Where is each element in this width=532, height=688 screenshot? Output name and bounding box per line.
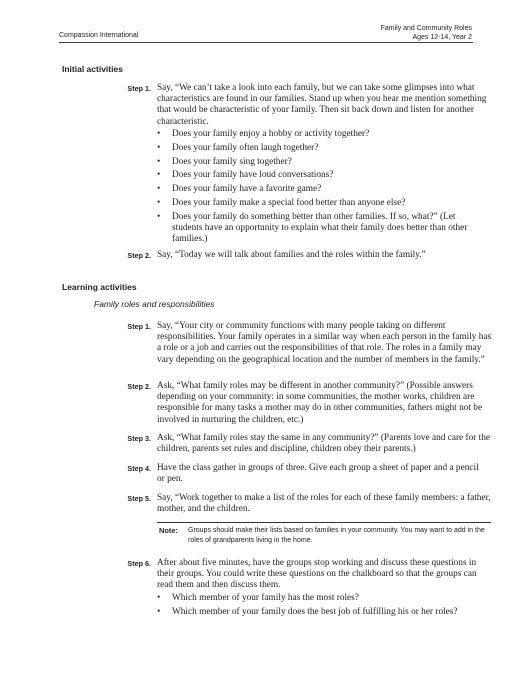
note-label: Note: <box>159 526 178 535</box>
list-item: • Does your family often laugh together? <box>157 142 319 153</box>
step-text: Say, “Today we will talk about families and the roles within the family.” <box>157 250 426 260</box>
subsection-heading: Family roles and responsibilities <box>94 299 215 309</box>
document-title: Family and Community Roles <box>380 25 472 32</box>
note-text: Groups should make their lists based on families in your community. You may want to add in the roles of grandparents living in the home. <box>188 527 485 544</box>
list-item: • Does your family sing together? <box>157 156 292 167</box>
bullet-icon: • <box>157 184 161 195</box>
step-text: Ask, “What family roles stay the same in any community?” (Parents love and care for the children, parents set rules and discipline, children obey their parents.) <box>157 433 491 455</box>
step-text: Say, “Work together to make a list of the roles for each of these family members: a father, mother, and the children. <box>157 493 491 515</box>
step-label: Step 2. <box>127 251 151 260</box>
step-text: Have the class gather in groups of three. Give each group a sheet of paper and a pencil or pen. <box>157 463 479 485</box>
step-label: Step 3. <box>127 434 151 443</box>
bullet-icon: • <box>157 129 161 139</box>
step-label: Step 2. <box>127 382 151 391</box>
list-item: • Does your family have a favorite game? <box>157 184 322 195</box>
bullet-icon: • <box>157 142 161 153</box>
list-item: • Does your family do something better than other families. If so, what?” (Let students have an opportunity to explain what their family does better than other families.) <box>157 211 468 245</box>
step-label: Step 5. <box>127 494 151 503</box>
discussion-questions-list <box>157 593 487 621</box>
note-divider <box>157 522 491 523</box>
characteristics-list <box>157 129 487 248</box>
step-text: After about five minutes, have the groups stop working and discuss these questions in their groups. You could write these questions on the chalkboard so that the groups can read them and then discuss them. <box>157 558 477 591</box>
step-text: Say, “Your city or community functions with many people taking on different responsibilities. Your family operates in a similar way when each person in the family has a role or a job and carries out the responsibilities of that role. The roles in a family may vary depending on the geographical location and the number of members in the family.” <box>157 321 492 365</box>
list-item: • Does your family make a special food better than anyone else? <box>157 197 406 208</box>
age-level: Ages 12-14, Year 2 <box>412 34 472 41</box>
bullet-icon: • <box>157 211 161 222</box>
list-item: • Does your family have loud conversations? <box>157 170 334 181</box>
step-text: Ask, “What family roles may be different in another community?” (Possible answers depending on your community: in some communities, the mother works, children are responsible for many tasks a mother may do in other communities, fathers might not be involved in nurturing the children, etc.) <box>157 381 483 425</box>
bullet-icon: • <box>157 593 161 603</box>
bullet-icon: • <box>157 606 161 617</box>
header-divider <box>59 42 473 43</box>
bullet-icon: • <box>157 156 161 167</box>
step-label: Step 1. <box>127 322 151 331</box>
step-label: Step 4. <box>127 464 151 473</box>
section-heading-initial: Initial activities <box>62 64 123 74</box>
step-text: Say, “We can’t take a look into each family, but we can take some glimpses into what characteristics are found in our families. Stand up when you hear me mention something that would be characteristic of your family. Then sit back down and listen for another characteristic. <box>157 83 487 127</box>
step-label: Step 1. <box>127 84 151 93</box>
section-heading-learning: Learning activities <box>62 282 137 292</box>
bullet-icon: • <box>157 197 161 208</box>
page-header-right <box>381 24 472 42</box>
list-item: • Which member of your family has the most roles? <box>157 593 359 603</box>
bullet-icon: • <box>157 170 161 181</box>
organization-name: Compassion International <box>59 32 139 39</box>
step-label: Step 6. <box>127 559 151 568</box>
list-item: • Which member of your family does the best job of fulfilling his or her roles? <box>157 606 458 617</box>
list-item: • Does your family enjoy a hobby or activity together? <box>157 129 370 139</box>
